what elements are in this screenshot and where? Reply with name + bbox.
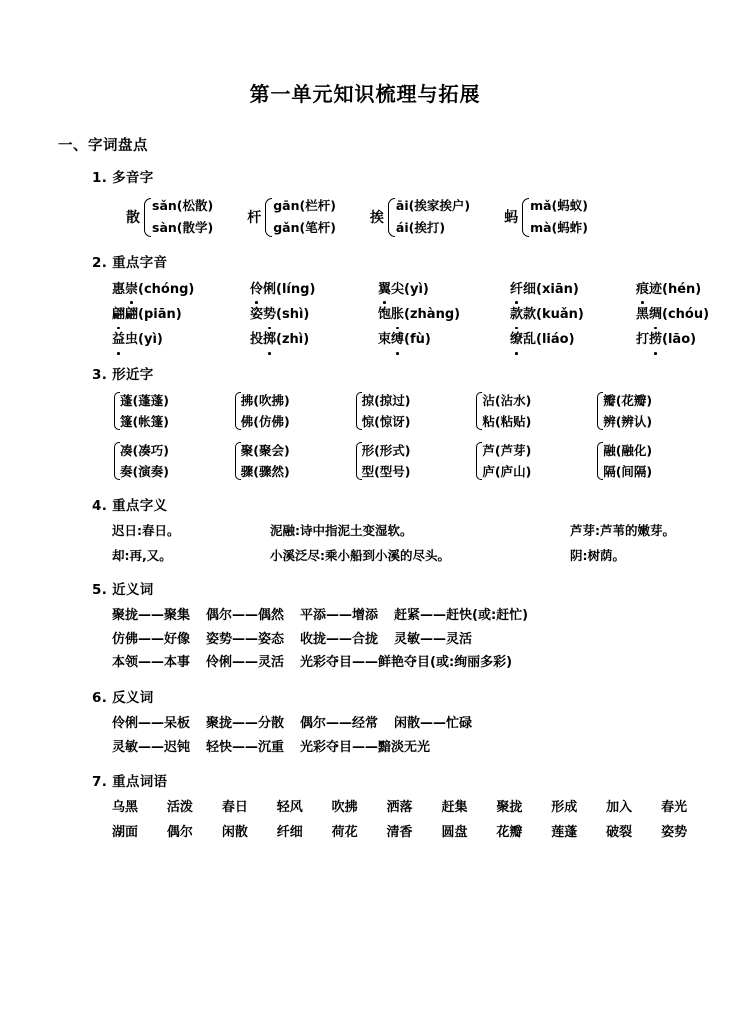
emphasis-dot-char: 崇 bbox=[125, 279, 138, 301]
similar-chars-item bbox=[354, 440, 475, 483]
polyphone-item bbox=[504, 195, 588, 240]
similar-char-entry: 凑(凑巧) bbox=[120, 442, 169, 458]
antonym-row bbox=[112, 712, 716, 736]
pronunciation-cell bbox=[378, 329, 510, 351]
similar-char-entry: 融(融化) bbox=[603, 442, 653, 458]
word-part: 细 bbox=[523, 281, 537, 297]
key-word: 形成 bbox=[551, 800, 578, 816]
polyphone-char: 挨 bbox=[369, 210, 384, 227]
similar-char-entry: 庐(庐山) bbox=[482, 464, 532, 480]
polyphone-readings bbox=[530, 195, 588, 240]
similar-chars-row bbox=[112, 433, 716, 483]
polyphone-reading: gān(栏杆) bbox=[273, 198, 336, 213]
word-part: 饱 bbox=[378, 306, 392, 322]
synonym-pair: 姿势——姿态 bbox=[206, 631, 285, 647]
similar-char-entry: 形(形式) bbox=[361, 442, 411, 458]
similar-chars-words bbox=[120, 390, 169, 433]
key-word: 聚拢 bbox=[496, 800, 523, 816]
pinyin-text: (liáo) bbox=[536, 332, 575, 348]
subsection-heading-jinyici: 5. 近义词 bbox=[92, 582, 154, 599]
emphasis-dot-char: 款 bbox=[510, 304, 523, 326]
pinyin-text: (zhàng) bbox=[404, 306, 461, 322]
pinyin-text: (yì) bbox=[138, 332, 163, 348]
similar-chars-words bbox=[362, 390, 411, 433]
key-word: 花瓣 bbox=[496, 825, 523, 841]
synonym-pair: 收拢——合拢 bbox=[300, 631, 379, 647]
pinyin-text: (fù) bbox=[404, 332, 431, 348]
meanings-block bbox=[0, 514, 730, 568]
brace-icon bbox=[354, 440, 361, 482]
meanings-grid bbox=[112, 514, 716, 568]
synonym-pair: 聚拢——聚集 bbox=[112, 608, 191, 624]
word-part: 虫 bbox=[125, 332, 139, 348]
emphasis-dot-char: 痕 bbox=[636, 279, 649, 301]
key-word: 春日 bbox=[221, 800, 248, 816]
pronunciation-cell bbox=[636, 279, 716, 301]
key-word: 湖面 bbox=[112, 825, 139, 841]
emphasis-dot-char: 翼 bbox=[378, 279, 391, 301]
similar-chars-item bbox=[354, 390, 475, 433]
synonym-pair: 伶俐——灵活 bbox=[206, 655, 285, 671]
subsection-heading-zhongdianciyu: 7. 重点词语 bbox=[92, 774, 168, 791]
polyphone-reading: āi(挨家挨户) bbox=[395, 198, 471, 213]
pinyin-text: (shì) bbox=[276, 306, 310, 322]
brace-icon bbox=[474, 390, 481, 432]
polyphone-reading: gǎn(笔杆) bbox=[273, 220, 336, 236]
word-part: 打 bbox=[636, 332, 650, 348]
emphasis-dot-char: 伶 bbox=[250, 279, 263, 301]
synonyms-holder bbox=[112, 598, 716, 675]
pronunciation-cell bbox=[510, 304, 636, 326]
antonym-pair: 灵敏——迟钝 bbox=[112, 739, 191, 755]
synonyms-block bbox=[0, 598, 730, 675]
similar-char-entry: 沾(沾水) bbox=[482, 392, 532, 408]
brace-icon bbox=[595, 390, 602, 432]
brace-icon bbox=[141, 195, 150, 240]
word-part: 惠 bbox=[112, 281, 126, 297]
word-part: 投 bbox=[250, 332, 264, 348]
synonym-pair: 赶紧——赶快(或:赶忙) bbox=[394, 608, 529, 624]
emphasis-dot-char: 益 bbox=[112, 329, 125, 351]
word-part: 迹 bbox=[649, 281, 663, 297]
word-part: 姿 bbox=[250, 306, 264, 322]
key-word: 姿势 bbox=[661, 825, 688, 841]
key-words-holder bbox=[112, 790, 716, 845]
similar-char-entry: 粘(粘贴) bbox=[482, 414, 532, 430]
pronunciation-cell bbox=[112, 304, 250, 326]
brace-icon bbox=[474, 440, 481, 482]
subsection-heading-zhongdianziyi: 4. 重点字义 bbox=[92, 497, 168, 514]
similar-chars-words bbox=[603, 390, 652, 433]
key-word: 赶集 bbox=[441, 800, 468, 816]
synonym-pair: 灵敏——灵活 bbox=[394, 631, 473, 647]
similar-chars-item bbox=[595, 390, 716, 433]
brace-icon bbox=[385, 195, 394, 240]
synonym-row bbox=[112, 604, 716, 628]
brace-icon bbox=[262, 195, 271, 240]
key-words-block bbox=[0, 790, 730, 845]
emphasis-dot-char: 纤 bbox=[510, 279, 523, 301]
brace-icon bbox=[233, 440, 240, 482]
pronunciation-cell bbox=[250, 304, 378, 326]
polyphone-item bbox=[247, 195, 336, 240]
key-word: 莲蓬 bbox=[551, 825, 578, 841]
pronunciation-cell bbox=[636, 304, 716, 326]
pronunciation-cell bbox=[112, 279, 250, 301]
polyphone-readings bbox=[152, 195, 213, 240]
word-part: 黑 bbox=[636, 306, 650, 322]
similar-char-entry: 瓣(花瓣) bbox=[603, 392, 653, 408]
similar-chars-item bbox=[112, 440, 233, 483]
subsection-heading-fanyici: 6. 反义词 bbox=[92, 690, 154, 707]
similar-chars-row bbox=[112, 383, 716, 433]
emphasis-dot-char: 胀 bbox=[391, 304, 404, 326]
key-word: 偶尔 bbox=[166, 825, 193, 841]
similar-chars-item bbox=[233, 390, 354, 433]
pronunciation-block bbox=[0, 271, 730, 352]
polyphone-readings bbox=[396, 195, 470, 240]
antonym-pair: 闲散——忙碌 bbox=[394, 716, 473, 732]
pronunciation-cell bbox=[250, 329, 378, 351]
key-word: 破裂 bbox=[606, 825, 633, 841]
key-word: 加入 bbox=[606, 800, 633, 816]
key-word: 吹拂 bbox=[331, 800, 358, 816]
emphasis-dot-char: 势 bbox=[263, 304, 276, 326]
similar-char-entry: 拂(吹拂) bbox=[240, 392, 290, 408]
similar-chars-words bbox=[241, 390, 290, 433]
subsection-heading-duoyinzi: 1. 多音字 bbox=[92, 170, 154, 186]
similar-char-entry: 骤(骤然) bbox=[240, 464, 290, 480]
polyphone-item bbox=[126, 195, 213, 240]
polyphone-reading: sǎn(松散) bbox=[152, 198, 214, 213]
meaning-cell: 阴:树荫。 bbox=[570, 548, 625, 564]
similar-chars-item bbox=[233, 440, 354, 483]
section-heading-zicipandian: 一、字词盘点 bbox=[58, 138, 148, 154]
key-word: 春光 bbox=[661, 800, 688, 816]
key-word: 荷花 bbox=[331, 825, 358, 841]
word-part: 俐 bbox=[263, 281, 277, 297]
brace-icon bbox=[595, 440, 602, 482]
brace-icon bbox=[354, 390, 361, 432]
antonyms-holder bbox=[112, 706, 716, 759]
pinyin-text: (xiān) bbox=[536, 281, 579, 297]
key-word: 闲散 bbox=[221, 825, 248, 841]
pinyin-text: (piān) bbox=[138, 306, 182, 322]
similar-chars-words bbox=[241, 440, 290, 483]
similar-chars-item bbox=[595, 440, 716, 483]
polyphone-char: 蚂 bbox=[504, 210, 519, 227]
similar-chars-words bbox=[482, 440, 531, 483]
similar-char-entry: 辨(辨认) bbox=[603, 414, 653, 430]
subsection-heading-xingjinzi: 3. 形近字 bbox=[92, 366, 154, 383]
polyphone-char: 杆 bbox=[247, 210, 262, 227]
emphasis-dot-char: 翩 bbox=[112, 304, 125, 326]
similar-char-entry: 聚(聚会) bbox=[240, 442, 290, 458]
key-word: 纤细 bbox=[276, 825, 303, 841]
emphasis-dot-char: 绸 bbox=[649, 304, 662, 326]
pronunciation-cell bbox=[112, 329, 250, 351]
key-word: 活泼 bbox=[166, 800, 193, 816]
pinyin-text: (yì) bbox=[404, 281, 429, 297]
key-word: 乌黑 bbox=[112, 800, 139, 816]
similar-char-entry: 惊(惊讶) bbox=[361, 414, 411, 430]
word-part: 乱 bbox=[523, 332, 537, 348]
synonym-pair: 仿佛——好像 bbox=[112, 631, 191, 647]
polyphone-reading: ái(挨打) bbox=[395, 220, 446, 236]
brace-icon bbox=[112, 390, 119, 432]
antonym-pair: 聚拢——分散 bbox=[206, 716, 285, 732]
synonym-row bbox=[112, 651, 716, 675]
similar-char-entry: 隔(间隔) bbox=[603, 464, 653, 480]
key-word: 清香 bbox=[386, 825, 413, 841]
meaning-cell: 芦芽:芦苇的嫩芽。 bbox=[570, 522, 675, 538]
meaning-cell: 小溪泛尽:乘小船到小溪的尽头。 bbox=[270, 548, 450, 564]
brace-icon bbox=[112, 440, 119, 482]
emphasis-dot-char: 捞 bbox=[649, 329, 662, 351]
similar-chars-holder bbox=[112, 383, 716, 483]
antonym-row bbox=[112, 736, 716, 760]
pronunciation-cell bbox=[510, 329, 636, 351]
similar-char-entry: 佛(仿佛) bbox=[240, 414, 290, 430]
pinyin-text: (kuǎn) bbox=[536, 306, 584, 322]
polyphone-block bbox=[0, 186, 730, 240]
emphasis-dot-char: 缚 bbox=[391, 329, 404, 351]
polyphone-readings bbox=[273, 195, 336, 240]
pronunciation-cell bbox=[250, 279, 378, 301]
pronunciation-grid bbox=[112, 271, 716, 352]
emphasis-dot-char: 缭 bbox=[510, 329, 523, 351]
pronunciation-cell bbox=[378, 279, 510, 301]
pinyin-text: (chóu) bbox=[662, 306, 710, 322]
similar-char-entry: 蓬(蓬蓬) bbox=[120, 392, 169, 408]
antonym-pair: 轻快——沉重 bbox=[206, 739, 285, 755]
similar-char-entry: 型(型号) bbox=[361, 464, 411, 480]
antonym-pair: 伶俐——呆板 bbox=[112, 716, 191, 732]
word-part: 尖 bbox=[391, 281, 405, 297]
key-word: 洒落 bbox=[386, 800, 413, 816]
subsection-heading-zhongdianziyin: 2. 重点字音 bbox=[92, 254, 168, 271]
polyphone-reading: mǎ(蚂蚁) bbox=[530, 198, 588, 213]
pinyin-text: (lāo) bbox=[662, 332, 697, 348]
similar-chars-words bbox=[482, 390, 531, 433]
similar-chars-item bbox=[474, 390, 595, 433]
similar-chars-words bbox=[603, 440, 652, 483]
meaning-cell: 却:再,又。 bbox=[112, 548, 172, 564]
key-words-row bbox=[112, 796, 716, 821]
pinyin-text: (zhì) bbox=[276, 332, 310, 348]
similar-chars-block bbox=[0, 383, 730, 483]
similar-chars-words bbox=[120, 440, 169, 483]
similar-chars-item bbox=[112, 390, 233, 433]
similar-char-entry: 掠(掠过) bbox=[361, 392, 411, 408]
synonym-pair: 本领——本事 bbox=[112, 655, 191, 671]
similar-char-entry: 芦(芦芽) bbox=[482, 442, 532, 458]
similar-char-entry: 奏(演奏) bbox=[120, 464, 169, 480]
synonym-pair: 偶尔——偶然 bbox=[206, 608, 285, 624]
key-word: 圆盘 bbox=[441, 825, 468, 841]
polyphone-row bbox=[112, 186, 716, 240]
pinyin-text: (hén) bbox=[662, 281, 702, 297]
key-words-row bbox=[112, 821, 716, 846]
pronunciation-cell bbox=[378, 304, 510, 326]
polyphone-char: 散 bbox=[126, 210, 140, 227]
polyphone-reading: mà(蚂蚱) bbox=[530, 220, 588, 236]
antonyms-block bbox=[0, 706, 730, 759]
polyphone-reading: sàn(散学) bbox=[152, 220, 214, 236]
pinyin-text: (líng) bbox=[276, 281, 316, 297]
brace-icon bbox=[233, 390, 240, 432]
polyphone-item bbox=[370, 195, 470, 240]
word-part: 翩 bbox=[125, 306, 139, 322]
brace-icon bbox=[519, 195, 528, 240]
word-part: 束 bbox=[378, 332, 392, 348]
pinyin-text: (chóng) bbox=[138, 281, 195, 297]
word-part: 款 bbox=[523, 306, 537, 322]
key-word: 轻风 bbox=[276, 800, 303, 816]
pronunciation-cell bbox=[636, 329, 716, 351]
meaning-cell: 泥融:诗中指泥土变湿软。 bbox=[270, 522, 413, 538]
antonym-pair: 光彩夺目——黯淡无光 bbox=[300, 739, 431, 755]
synonym-pair: 光彩夺目——鲜艳夺目(或:绚丽多彩) bbox=[300, 655, 513, 671]
page-title: 第一单元知识梳理与拓展 bbox=[249, 82, 481, 106]
synonym-pair: 平添——增添 bbox=[300, 608, 379, 624]
similar-chars-words bbox=[362, 440, 411, 483]
pronunciation-cell bbox=[510, 279, 636, 301]
similar-chars-item bbox=[474, 440, 595, 483]
meaning-cell: 迟日:春日。 bbox=[112, 522, 180, 538]
emphasis-dot-char: 掷 bbox=[263, 329, 276, 351]
antonym-pair: 偶尔——经常 bbox=[300, 716, 379, 732]
synonym-row bbox=[112, 628, 716, 652]
similar-char-entry: 篷(帐篷) bbox=[120, 414, 169, 430]
